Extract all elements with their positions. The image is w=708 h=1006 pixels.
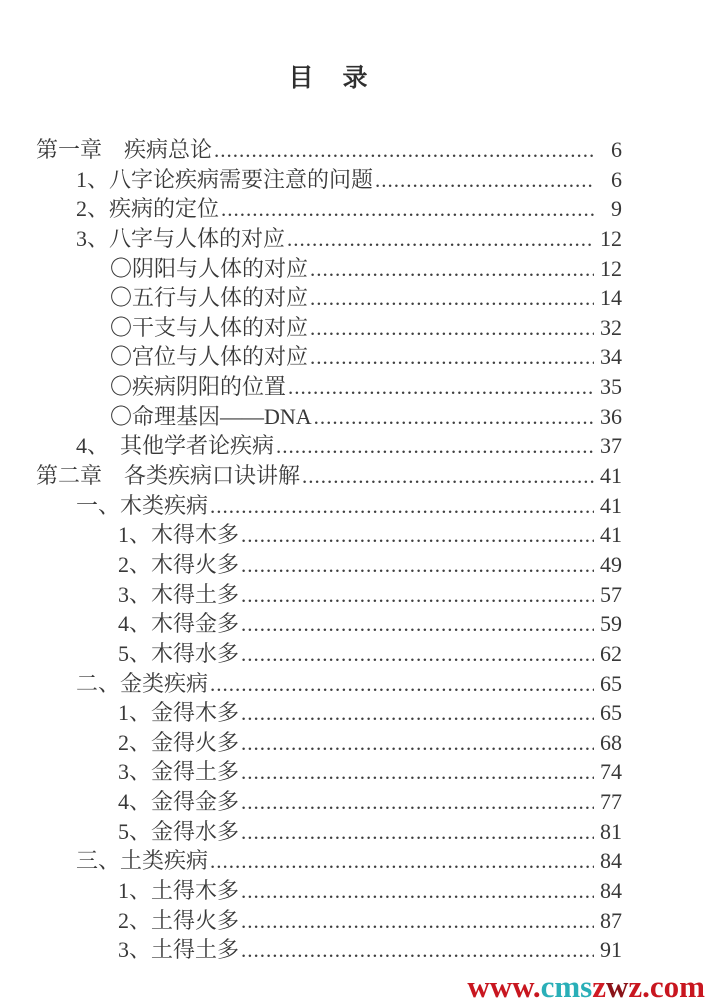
toc-page-number: 14 xyxy=(600,285,622,311)
toc-entry-label: 〇五行与人体的对应 xyxy=(110,285,309,311)
toc-page-number: 77 xyxy=(600,789,622,815)
toc-entry-label: 5、木得水多 xyxy=(118,640,240,666)
toc-page-number: 41 xyxy=(600,463,622,489)
toc-entry-label: 〇宫位与人体的对应 xyxy=(110,344,309,370)
toc-entry-label: 3、土得土多 xyxy=(118,937,240,963)
toc-entry-label: 2、疾病的定位 xyxy=(76,196,220,222)
toc-page-number: 12 xyxy=(600,225,622,251)
toc-entry-label: 〇命理基因——DNA xyxy=(110,403,312,429)
toc-entry-label: 〇干支与人体的对应 xyxy=(110,314,309,340)
toc-page-number: 81 xyxy=(600,818,622,844)
toc-page-number: 41 xyxy=(600,522,622,548)
toc-entry-label: 2、土得火多 xyxy=(118,907,240,933)
toc-entry xyxy=(36,876,622,906)
toc-page-number: 59 xyxy=(600,611,622,637)
toc-leader-dots xyxy=(241,906,594,937)
toc-entry xyxy=(36,194,622,224)
toc-entry-label: 〇疾病阴阳的位置 xyxy=(110,374,287,400)
toc-entry-label: 1、土得木多 xyxy=(118,878,240,904)
toc-entry-label: 4、 其他学者论疾病 xyxy=(76,433,275,459)
toc-entry-label: 2、木得火多 xyxy=(118,551,240,577)
toc-entry xyxy=(36,550,622,580)
toc-leader-dots xyxy=(310,254,594,285)
toc-leader-dots xyxy=(241,817,594,848)
toc-leader-dots xyxy=(276,431,594,462)
toc-page-number: 32 xyxy=(600,314,622,340)
toc-entry xyxy=(36,224,622,254)
toc-entry xyxy=(36,639,622,669)
toc-leader-dots xyxy=(310,342,594,373)
toc-leader-dots xyxy=(241,580,594,611)
toc-leader-dots xyxy=(214,135,594,166)
watermark-segment: w xyxy=(606,969,629,1004)
toc-leader-dots xyxy=(210,491,594,522)
toc-entry xyxy=(36,461,622,491)
toc-leader-dots xyxy=(241,639,594,670)
toc-entry-label: 二、金类疾病 xyxy=(76,670,209,696)
toc-entry-label: 一、木类疾病 xyxy=(76,492,209,518)
toc-page-number: 74 xyxy=(600,759,622,785)
toc-entry xyxy=(36,135,622,165)
toc-entry-label: 三、土类疾病 xyxy=(76,848,209,874)
toc-page-number: 87 xyxy=(600,907,622,933)
table-of-contents xyxy=(0,135,708,965)
toc-entry-label: 2、金得火多 xyxy=(118,729,240,755)
toc-entry xyxy=(36,728,622,758)
toc-leader-dots xyxy=(241,757,594,788)
toc-entry-label: 第一章 疾病总论 xyxy=(36,137,213,162)
watermark-segment: www. xyxy=(467,969,541,1004)
toc-entry-label: 5、金得水多 xyxy=(118,818,240,844)
toc-entry xyxy=(36,402,622,432)
toc-page-number: 65 xyxy=(600,670,622,696)
toc-page-number: 84 xyxy=(600,848,622,874)
toc-entry xyxy=(36,698,622,728)
toc-entry xyxy=(36,165,622,195)
toc-page-number: 12 xyxy=(600,255,622,281)
toc-page-number: 34 xyxy=(600,344,622,370)
toc-entry-label: 1、金得木多 xyxy=(118,700,240,726)
toc-page-number: 6 xyxy=(611,166,622,192)
toc-leader-dots xyxy=(310,313,594,344)
toc-entry xyxy=(36,609,622,639)
toc-page-number: 9 xyxy=(611,196,622,222)
toc-page-number: 35 xyxy=(600,374,622,400)
toc-leader-dots xyxy=(241,728,594,759)
toc-entry xyxy=(36,283,622,313)
toc-entry xyxy=(36,491,622,521)
toc-entry xyxy=(36,817,622,847)
toc-leader-dots xyxy=(310,283,594,314)
toc-entry xyxy=(36,313,622,343)
toc-entry-label: 1、八字论疾病需要注意的问题 xyxy=(76,166,374,192)
toc-entry xyxy=(36,787,622,817)
toc-leader-dots xyxy=(221,194,594,225)
toc-leader-dots xyxy=(288,372,594,403)
toc-page-number: 84 xyxy=(600,878,622,904)
toc-leader-dots xyxy=(210,846,594,877)
toc-entry xyxy=(36,580,622,610)
toc-leader-dots xyxy=(241,698,594,729)
toc-leader-dots xyxy=(241,787,594,818)
toc-leader-dots xyxy=(241,876,594,907)
toc-page-number: 65 xyxy=(600,700,622,726)
toc-entry-label: 4、木得金多 xyxy=(118,611,240,637)
page-title: 目 录 xyxy=(288,65,370,92)
watermark-segment: cms xyxy=(540,969,593,1004)
toc-leader-dots xyxy=(241,520,594,551)
toc-entry xyxy=(36,254,622,284)
toc-entry-label: 第二章 各类疾病口诀讲解 xyxy=(36,463,301,489)
toc-entry-label: 3、金得土多 xyxy=(118,759,240,785)
toc-leader-dots xyxy=(314,402,594,433)
toc-entry-label: 1、木得木多 xyxy=(118,522,240,548)
toc-leader-dots xyxy=(287,224,594,255)
toc-entry xyxy=(36,520,622,550)
toc-page-number: 57 xyxy=(600,581,622,607)
toc-page-number: 91 xyxy=(600,937,622,963)
toc-leader-dots xyxy=(241,609,594,640)
watermark-segment: z xyxy=(592,969,607,1004)
toc-entry-label: 〇阴阳与人体的对应 xyxy=(110,255,309,281)
toc-entry xyxy=(36,906,622,936)
toc-page-number: 37 xyxy=(600,433,622,459)
toc-page-number: 41 xyxy=(600,492,622,518)
toc-entry-label: 3、木得土多 xyxy=(118,581,240,607)
toc-page-number: 68 xyxy=(600,729,622,755)
toc-leader-dots xyxy=(302,461,594,492)
site-watermark xyxy=(467,970,705,1004)
toc-leader-dots xyxy=(241,550,594,581)
toc-entry xyxy=(36,431,622,461)
toc-page-number: 36 xyxy=(600,403,622,429)
toc-page-number: 49 xyxy=(600,551,622,577)
toc-leader-dots xyxy=(210,669,594,700)
toc-entry-label: 3、八字与人体的对应 xyxy=(76,225,286,251)
toc-entry-label: 4、金得金多 xyxy=(118,789,240,815)
watermark-segment: z.com xyxy=(628,969,705,1004)
toc-entry xyxy=(36,935,622,965)
toc-leader-dots xyxy=(241,935,594,966)
toc-entry xyxy=(36,757,622,787)
toc-entry xyxy=(36,372,622,402)
toc-entry xyxy=(36,846,622,876)
toc-entry xyxy=(36,342,622,372)
toc-entry xyxy=(36,669,622,699)
toc-leader-dots xyxy=(375,165,594,196)
toc-page-number: 6 xyxy=(611,137,622,162)
toc-page-number: 62 xyxy=(600,640,622,666)
